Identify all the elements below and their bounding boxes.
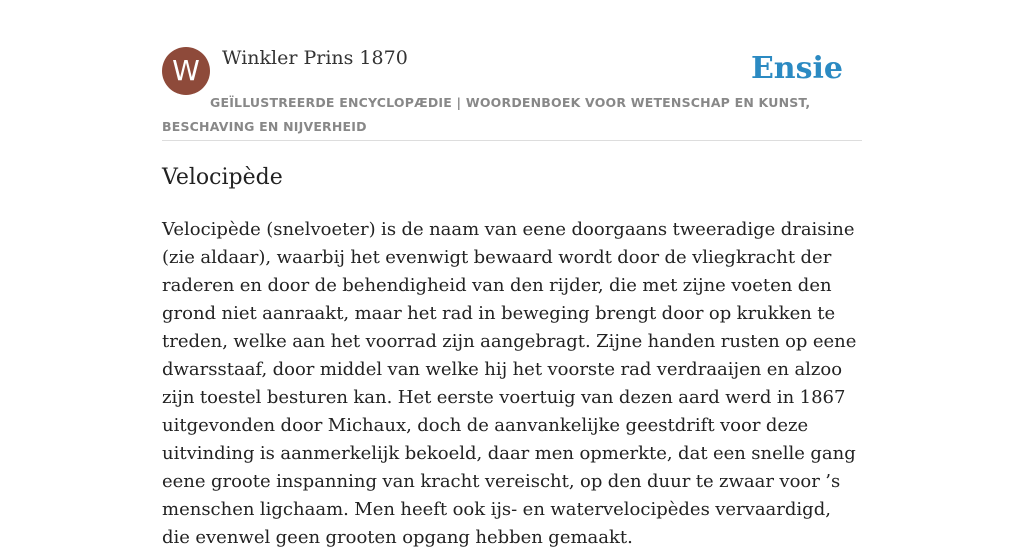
ensie-logo-link[interactable]: Ensie bbox=[750, 51, 843, 86]
entry-title: Velocipède bbox=[162, 165, 283, 190]
source-title-link[interactable]: Winkler Prins 1870 bbox=[222, 47, 408, 69]
source-subtitle: GEÏLLUSTREERDE ENCYCLOPÆDIE | WOORDENBOEK VOOR WETENSCHAP EN KUNST, BESCHAVING EN NIJVERHEID bbox=[162, 95, 811, 134]
source-avatar[interactable]: W bbox=[162, 47, 210, 95]
entry-body: Velocipède (snelvoeter) is de naam van eene doorgaans tweeradige draisine (zie aldaar), waarbij het evenwigt bewaard wordt door de vliegkracht der raderen en door de behendigheid van den rijder, die met zijne voeten den grond niet aanraakt, maar het rad in beweging brengt door op krukken te treden, welke aan het voorrad zijn aangebragt. Zijne handen rusten op eene dwarsstaaf, door middel van welke hij het voorste rad verdraaijen en alzoo zijn toestel besturen kan. Het eerste voertuig van dezen aard werd in 1867 uitgevonden door Michaux, doch de aanvankelijke geestdrift voor deze uitvinding is aanmerkelijk bekoeld, daar men opmerkte, dat een snelle gang eene groote inspanning van kracht vereischt, op den duur te zwaar voor ’s menschen ligchaam. Men heeft ook ijs- en watervelocipèdes vervaardigd, die evenwel geen grooten opgang hebben gemaakt. bbox=[162, 219, 857, 548]
source-header bbox=[162, 46, 862, 141]
